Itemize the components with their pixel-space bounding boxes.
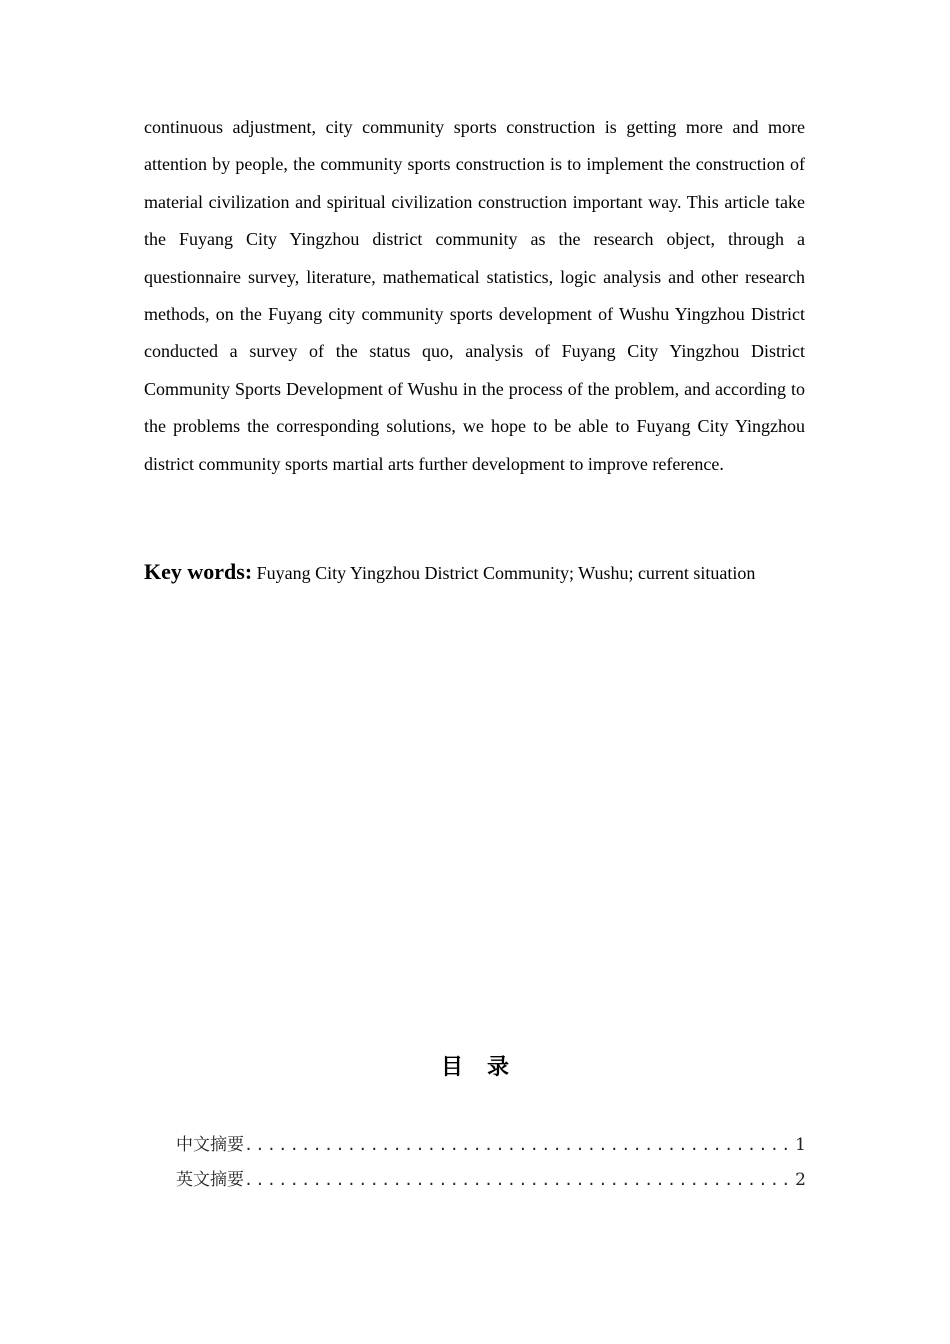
toc-dot-leader: [244, 1136, 793, 1154]
toc-entry-title: 英文摘要: [176, 1170, 244, 1190]
table-of-contents: [176, 1130, 806, 1200]
toc-page-number: 2: [795, 1170, 806, 1190]
toc-dot-leader: [244, 1171, 793, 1189]
toc-page-number: 1: [795, 1135, 806, 1155]
keywords-label: Key words:: [144, 559, 253, 584]
toc-title: 目录: [440, 1055, 533, 1080]
toc-entry-title: 中文摘要: [176, 1135, 244, 1155]
toc-entry[interactable]: [176, 1165, 806, 1200]
abstract-paragraph: continuous adjustment, city community sports construction is getting more and more attention by people, the community sports construction is to implement the construction of material civilization and spiritual civilization construction important way. This article take the Fuyang City Yingzhou district community as the research object, through a questionnaire survey, literature, mathematical statistics, logic analysis and other research methods, on the Fuyang city community sports development of Wushu Yingzhou District conducted a survey of the status quo, analysis of Fuyang City Yingzhou District Community Sports Development of Wushu in the process of the problem, and according to the problems the corresponding solutions, we hope to be able to Fuyang City Yingzhou district community sports martial arts further development to improve reference.: [144, 117, 805, 474]
toc-entry[interactable]: [176, 1130, 806, 1165]
keywords-text: Fuyang City Yingzhou District Community; Wushu; current situation: [256, 563, 756, 583]
keywords-line: [144, 554, 805, 591]
